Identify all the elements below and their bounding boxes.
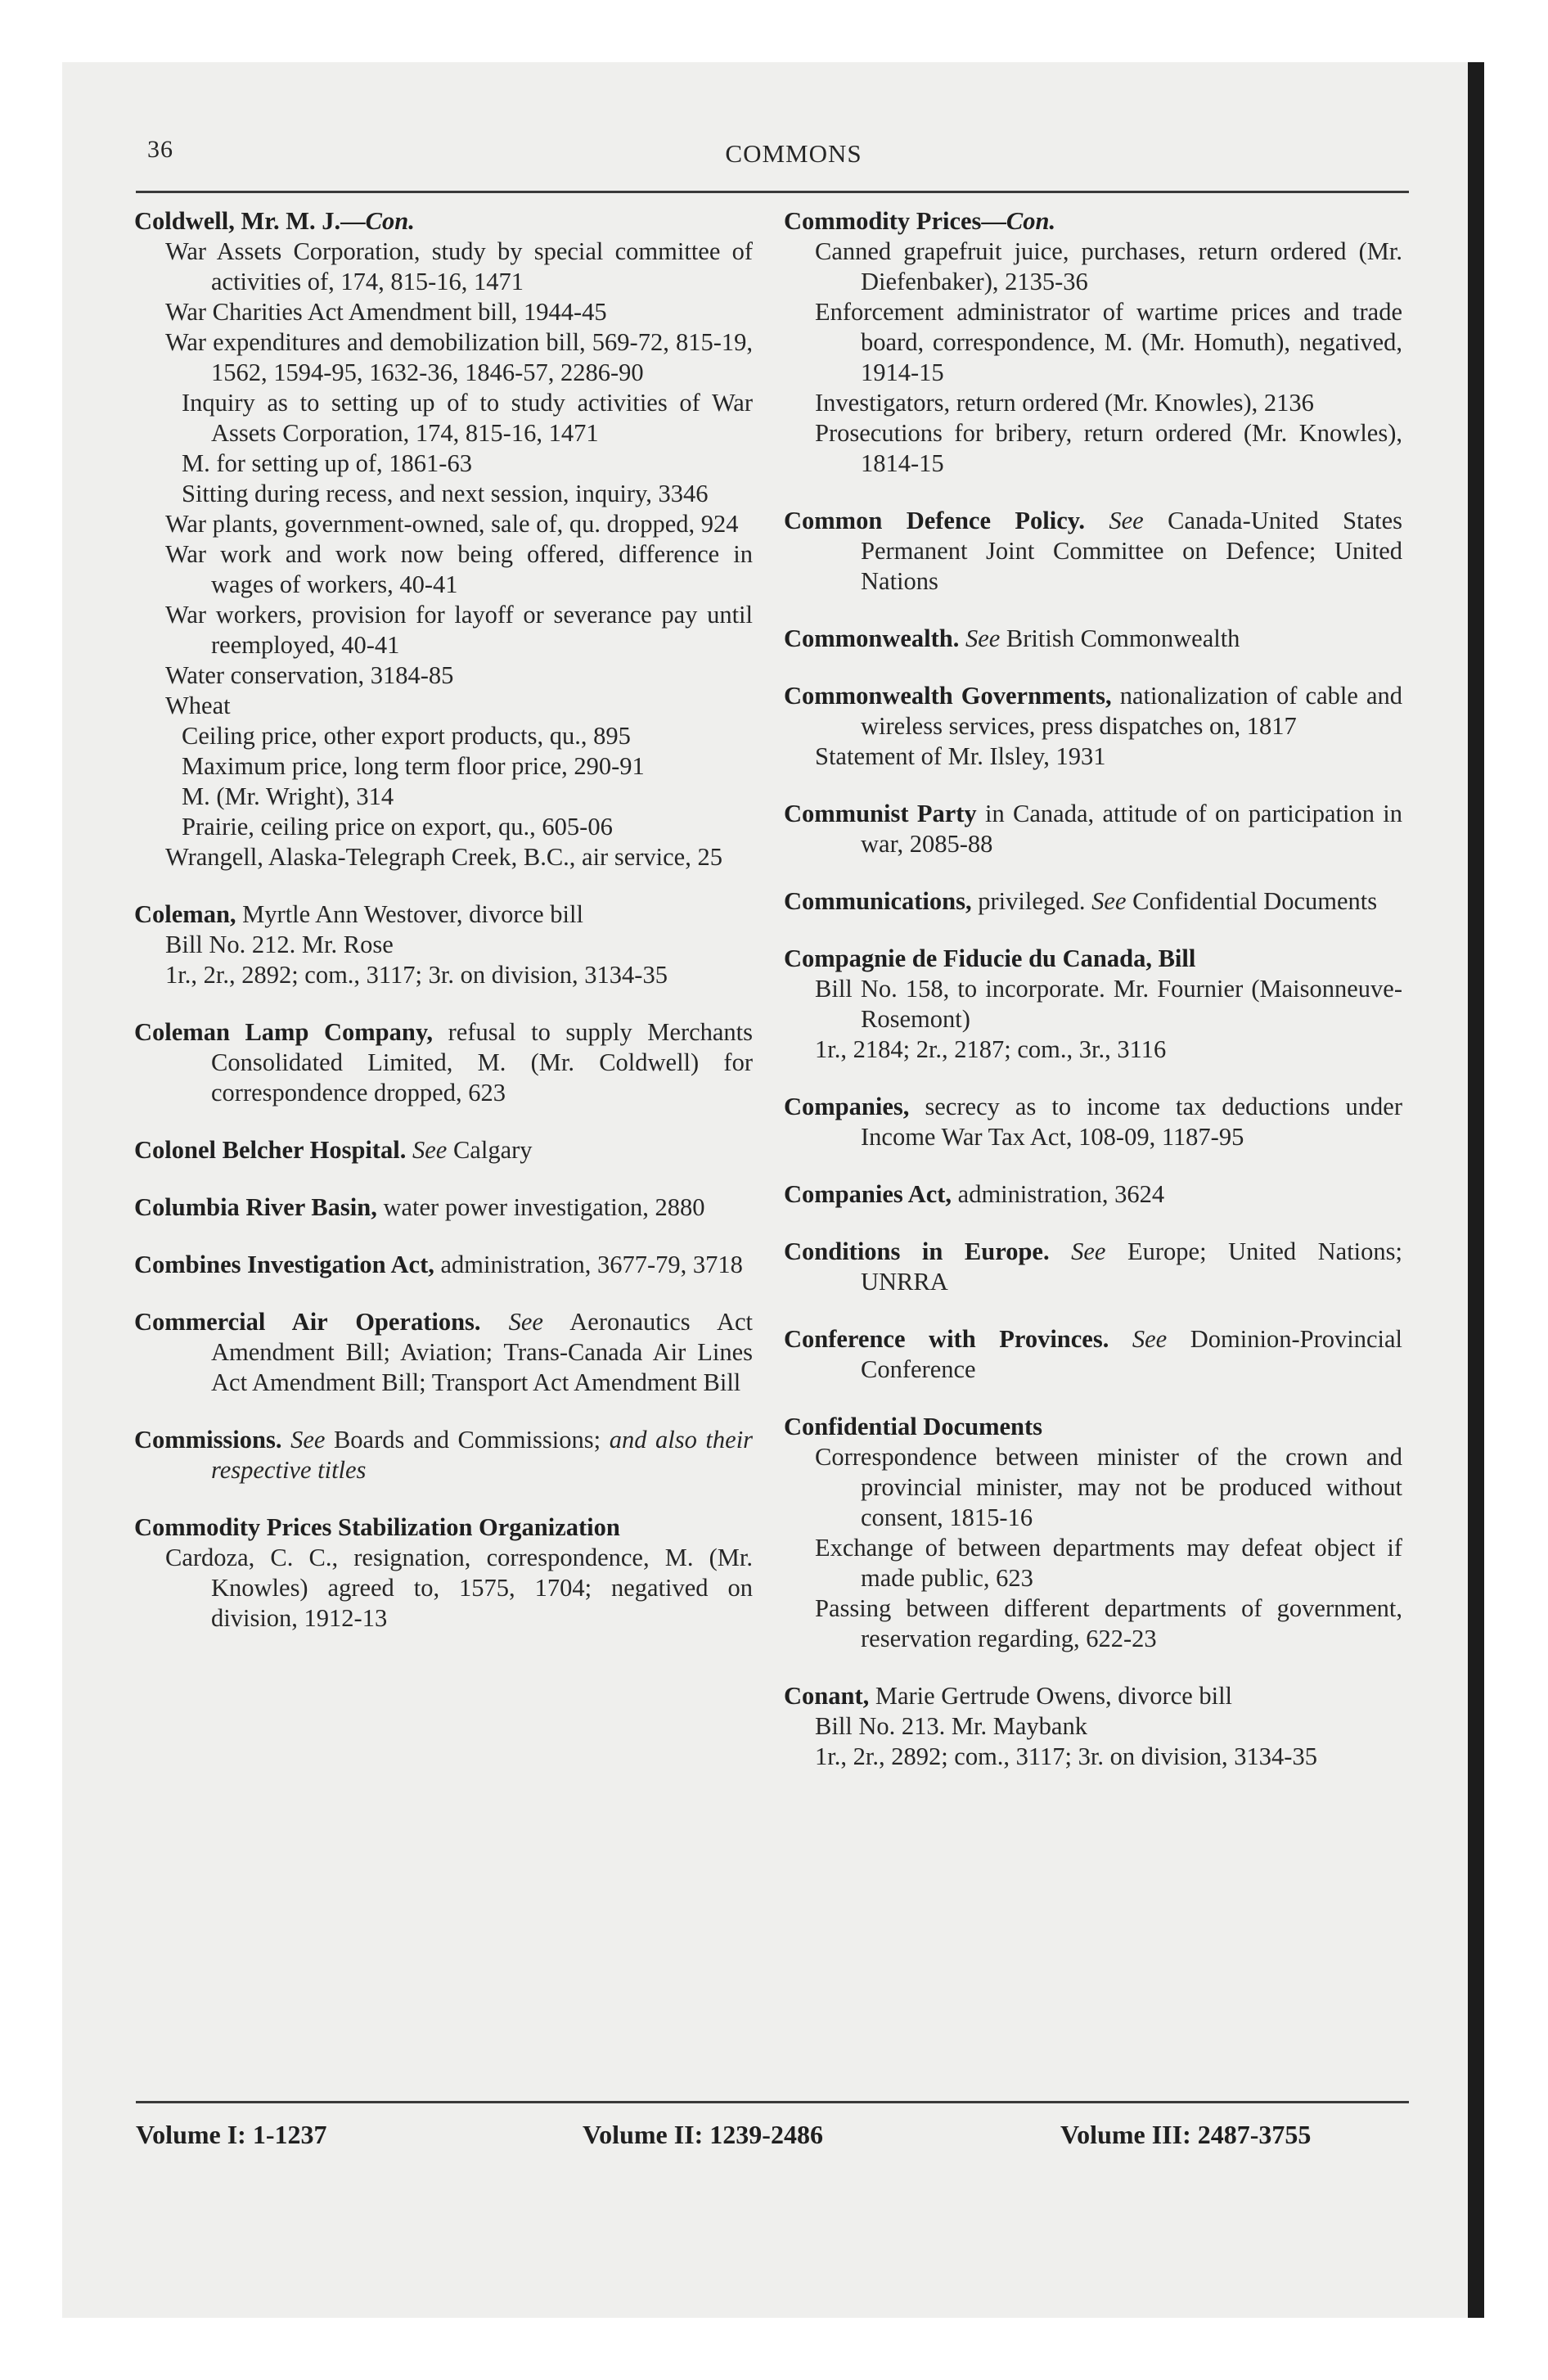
page-number: 36: [147, 136, 173, 163]
entry-line: [784, 1681, 1402, 1711]
index-entry: [134, 1135, 753, 1165]
sub-entry: M. (Mr. Wright), 314: [182, 782, 394, 810]
entry-text: nationalization of cable and wireless services, press dispatches on, 1817: [861, 682, 1402, 740]
see-reference: See: [508, 1308, 543, 1336]
index-entry: [784, 1412, 1402, 1654]
see-reference: See: [1132, 1325, 1168, 1353]
entry-text: Dominion-Provincial Conference: [861, 1325, 1402, 1383]
sub-entry: War Assets Corporation, study by special committee of activities of, 174, 815-16, 1471: [165, 237, 753, 295]
see-reference: See: [965, 624, 1001, 652]
entry-heading: Columbia River Basin,: [134, 1193, 377, 1221]
see-reference: See: [1091, 887, 1127, 915]
entry-heading: Coleman,: [134, 900, 236, 928]
index-entry: [784, 206, 1402, 479]
see-reference: See: [1071, 1237, 1106, 1265]
entry-text: British Commonwealth: [1006, 624, 1240, 652]
entry-heading: Conditions in Europe.: [784, 1237, 1050, 1265]
entry-line: [784, 1324, 1402, 1385]
entry-heading: Conference with Provinces.: [784, 1325, 1109, 1353]
entry-text: secrecy as to income tax deductions under Income War Tax Act, 108-09, 1187-95: [861, 1093, 1402, 1151]
entry-text: Confidential Documents: [1132, 887, 1378, 915]
index-entry: [784, 1179, 1402, 1210]
index-entry: [784, 1681, 1402, 1772]
entry-line: [134, 1135, 753, 1165]
sub-entry: Investigators, return ordered (Mr. Knowles), 2136: [815, 389, 1314, 417]
entry-heading: Communications,: [784, 887, 972, 915]
sub-entry: Canned grapefruit juice, purchases, return ordered (Mr. Diefenbaker), 2135-36: [815, 237, 1402, 295]
index-entry: [784, 681, 1402, 772]
entry-text: privileged.: [978, 887, 1086, 915]
sub-entry: War workers, provision for layoff or severance pay until reemployed, 40-41: [165, 601, 753, 659]
entry-heading: Colonel Belcher Hospital.: [134, 1136, 407, 1164]
entry-text: Marie Gertrude Owens, divorce bill: [875, 1682, 1233, 1710]
entry-heading: Commercial Air Operations.: [134, 1308, 481, 1336]
sub-entry: War expenditures and demobilization bill, 569-72, 815-19, 1562, 1594-95, 1632-36, 1846-57, 2286-90: [165, 328, 753, 386]
sub-entry: M. for setting up of, 1861-63: [182, 449, 472, 477]
entry-line: [134, 1307, 753, 1398]
index-entry: [784, 1092, 1402, 1152]
entry-heading: Conant,: [784, 1682, 870, 1710]
footer-volume-2: Volume II: 1239-2486: [583, 2120, 823, 2149]
entry-heading-continued: Con.: [1006, 207, 1056, 235]
sub-entry: Sitting during recess, and next session, inquiry, 3346: [182, 480, 709, 507]
entry-heading: Companies Act,: [784, 1180, 952, 1208]
page-edge-shadow: [1468, 62, 1484, 2318]
entry-text: Calgary: [452, 1136, 533, 1164]
sub-entry: Enforcement administrator of wartime prices and trade board, correspondence, M. (Mr. Homuth), negatived, 1914-15: [815, 298, 1402, 386]
entry-heading: Compagnie de Fiducie du Canada, Bill: [784, 944, 1196, 972]
entry-heading: Companies,: [784, 1093, 910, 1120]
sub-entry: 1r., 2184; 2r., 2187; com., 3r., 3116: [815, 1035, 1167, 1063]
entry-text: administration, 3624: [957, 1180, 1165, 1208]
entry-heading-continued: Con.: [365, 207, 415, 235]
running-head: COMMONS: [725, 139, 862, 168]
entry-heading: Confidential Documents: [784, 1413, 1043, 1440]
entry-heading: Commonwealth.: [784, 624, 960, 652]
sub-entry: Cardoza, C. C., resignation, correspondence, M. (Mr. Knowles) agreed to, 1575, 1704; negatived on division, 1912-13: [165, 1544, 753, 1632]
index-entry: [134, 1512, 753, 1634]
index-entry: [784, 506, 1402, 597]
entry-line: [134, 1250, 753, 1280]
entry-text: Europe; United Nations; UNRRA: [861, 1237, 1402, 1296]
entry-line: [134, 1512, 753, 1543]
entry-text: Aeronautics Act Amendment Bill; Aviation; Trans-Canada Air Lines Act Amendment Bill; Transport Act Amendment Bill: [211, 1308, 753, 1396]
entry-line: [134, 206, 753, 237]
entry-heading: Commissions.: [134, 1426, 282, 1454]
index-entry: [784, 799, 1402, 859]
sub-entry: Statement of Mr. Ilsley, 1931: [815, 742, 1106, 770]
entry-line: [784, 944, 1402, 974]
entry-heading: Communist Party: [784, 800, 977, 827]
entry-text-italic: and also their respective titles: [211, 1426, 753, 1484]
entry-heading: Coldwell, Mr. M. J.—: [134, 207, 366, 235]
sub-entry: War work and work now being offered, difference in wages of workers, 40-41: [165, 540, 753, 598]
left-column: [134, 206, 753, 2080]
entry-line: [784, 206, 1402, 237]
entry-text: Canada-United States Permanent Joint Committee on Defence; United Nations: [861, 507, 1402, 595]
see-reference: See: [290, 1426, 326, 1454]
footer-volume-3: Volume III: 2487-3755: [1060, 2120, 1312, 2149]
entry-line: [784, 624, 1402, 654]
sub-entry: Inquiry as to setting up of to study activities of War Assets Corporation, 174, 815-16, 1471: [182, 389, 753, 447]
sub-entry: War plants, government-owned, sale of, qu. dropped, 924: [165, 510, 739, 538]
entry-line: [784, 506, 1402, 597]
sub-entry: Water conservation, 3184-85: [165, 661, 454, 689]
entry-line: [784, 1237, 1402, 1297]
sub-entry: Prairie, ceiling price on export, qu., 605-06: [182, 813, 613, 841]
index-entry: [784, 886, 1402, 917]
sub-entry: Ceiling price, other export products, qu., 895: [182, 722, 631, 750]
see-reference: See: [412, 1136, 448, 1164]
entry-line: [784, 1092, 1402, 1152]
sub-entry: 1r., 2r., 2892; com., 3117; 3r. on division, 3134-35: [815, 1742, 1317, 1770]
entry-heading: Coleman Lamp Company,: [134, 1018, 434, 1046]
right-column: [784, 206, 1402, 2080]
sub-entry: Wheat: [165, 692, 231, 719]
entry-line: [784, 1412, 1402, 1442]
entry-line: [784, 886, 1402, 917]
index-entry: [134, 899, 753, 990]
index-entry: [134, 1017, 753, 1108]
index-entry: [134, 206, 753, 872]
index-entry: [784, 944, 1402, 1065]
entry-heading: Commonwealth Governments,: [784, 682, 1112, 710]
footer-rule: [136, 2101, 1409, 2103]
index-entry: [134, 1192, 753, 1223]
entry-text: Myrtle Ann Westover, divorce bill: [242, 900, 583, 928]
entry-text: Boards and Commissions;: [333, 1426, 601, 1454]
sub-entry: Wrangell, Alaska-Telegraph Creek, B.C., air service, 25: [165, 843, 722, 871]
entry-line: [134, 1425, 753, 1485]
entry-line: [784, 799, 1402, 859]
index-entry: [784, 1237, 1402, 1297]
sub-entry: 1r., 2r., 2892; com., 3117; 3r. on division, 3134-35: [165, 961, 668, 989]
sub-entry: Bill No. 158, to incorporate. Mr. Fournier (Maisonneuve-Rosemont): [815, 975, 1402, 1033]
entry-line: [134, 899, 753, 930]
sub-entry: Bill No. 213. Mr. Maybank: [815, 1712, 1087, 1740]
entry-text: refusal to supply Merchants Consolidated Limited, M. (Mr. Coldwell) for correspondence dropped, 623: [211, 1018, 753, 1107]
index-entry: [784, 624, 1402, 654]
footer-volume-1: Volume I: 1-1237: [136, 2120, 327, 2149]
sub-entry: Correspondence between minister of the crown and provincial minister, may not be produced without consent, 1815-16: [815, 1443, 1402, 1531]
sub-entry: Bill No. 212. Mr. Rose: [165, 931, 394, 958]
sub-entry: Maximum price, long term floor price, 290-91: [182, 752, 645, 780]
index-entry: [134, 1425, 753, 1485]
entry-text: administration, 3677-79, 3718: [440, 1251, 743, 1278]
entry-line: [784, 1179, 1402, 1210]
index-entry: [134, 1307, 753, 1398]
entry-heading: Common Defence Policy.: [784, 507, 1085, 534]
entry-line: [134, 1192, 753, 1223]
entry-heading: Commodity Prices—: [784, 207, 1006, 235]
index-entry: [784, 1324, 1402, 1385]
sub-entry: War Charities Act Amendment bill, 1944-45: [165, 298, 607, 326]
entry-line: [134, 1017, 753, 1108]
sub-entry: Prosecutions for bribery, return ordered (Mr. Knowles), 1814-15: [815, 419, 1402, 477]
see-reference: See: [1109, 507, 1144, 534]
header-rule: [136, 191, 1409, 193]
index-entry: [134, 1250, 753, 1280]
entry-heading: Combines Investigation Act,: [134, 1251, 434, 1278]
entry-line: [784, 681, 1402, 741]
entry-text: in Canada, attitude of on participation in war, 2085-88: [861, 800, 1402, 858]
sub-entry: Passing between different departments of government, reservation regarding, 622-23: [815, 1594, 1402, 1652]
sub-entry: Exchange of between departments may defeat object if made public, 623: [815, 1534, 1402, 1592]
entry-text: water power investigation, 2880: [383, 1193, 705, 1221]
entry-heading: Commodity Prices Stabilization Organization: [134, 1513, 620, 1541]
